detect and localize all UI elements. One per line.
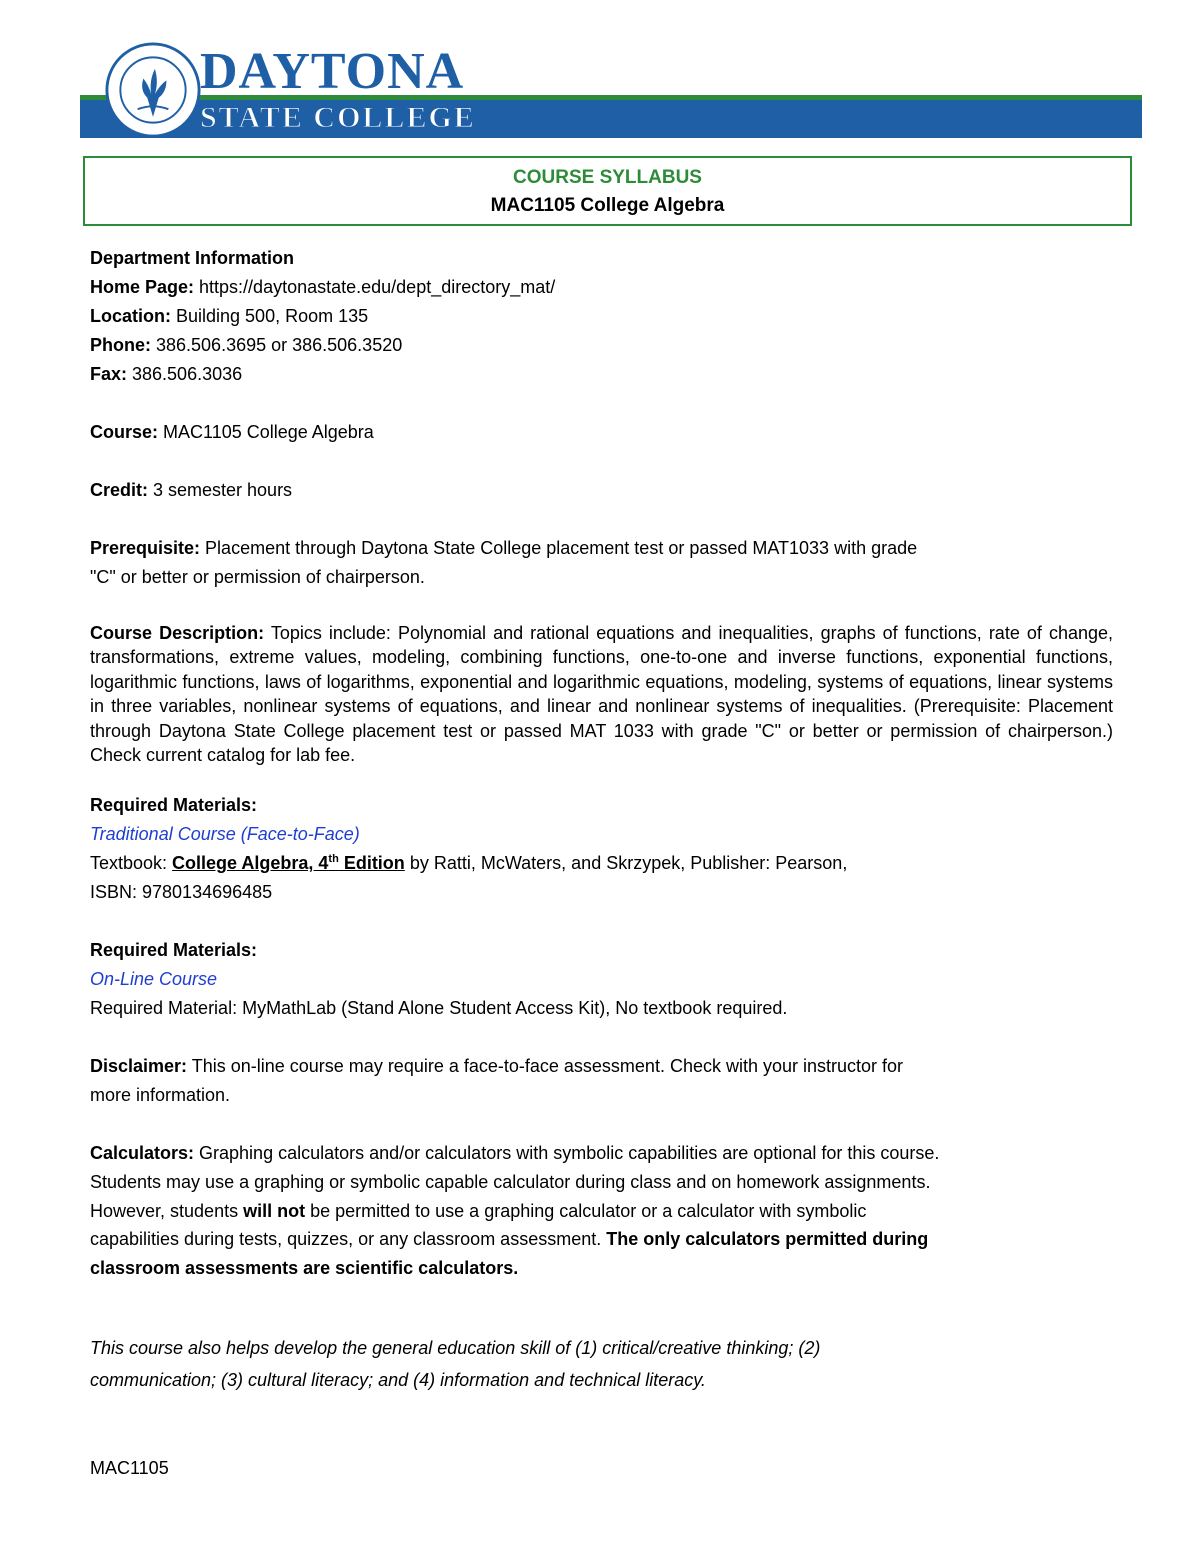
general-education-line-1: This course also helps develop the general education skill of (1) critical/creative thinking; (2): [90, 1338, 821, 1359]
calculators-text-2: Students may use a graphing or symbolic capable calculator during class and on homework assignments.: [90, 1172, 931, 1193]
home-page-url[interactable]: https://daytonastate.edu/dept_directory_mat/: [194, 277, 556, 297]
disclaimer-text-1: This on-line course may require a face-to-face assessment. Check with your instructor for: [187, 1056, 904, 1077]
general-education-line-2: communication; (3) cultural literacy; and (4) information and technical literacy.: [90, 1370, 706, 1391]
textbook-label: Textbook:: [90, 853, 173, 874]
calculators-text-4a: capabilities during tests, quizzes, or any classroom assessment.: [90, 1229, 607, 1250]
fax-line: [90, 360, 1113, 389]
course-line: [90, 418, 1113, 447]
prerequisite-label: Prerequisite:: [90, 538, 201, 558]
textbook-title-sup: th: [328, 853, 339, 866]
credit-line: [90, 476, 1113, 505]
college-seal-icon: [105, 42, 201, 138]
materials-online-text: Required Material: MyMathLab (Stand Alone Student Access Kit), No textbook required.: [90, 998, 788, 1019]
phone-label: Phone:: [90, 335, 151, 355]
phone-line: [90, 331, 1113, 360]
college-logo: [0, 0, 1200, 150]
course-label: Course:: [90, 422, 159, 442]
course-title: MAC1105 College Algebra: [490, 195, 725, 216]
phone-value: 386.506.3695 or 386.506.3520: [151, 335, 403, 355]
calculators-text-1: Graphing calculators and/or calculators with symbolic capabilities are optional for this course.: [194, 1143, 940, 1164]
syllabus-title-box: [83, 156, 1132, 226]
prerequisite-line: [90, 534, 1113, 563]
calculators-line-3: [90, 1197, 1113, 1226]
location-line: [90, 302, 1113, 331]
textbook-line: [90, 849, 1113, 878]
calculators-line-1: [90, 1139, 1113, 1168]
disclaimer-line: [90, 1052, 1113, 1081]
textbook-title: [172, 853, 405, 873]
calculators-text-3a: However, students: [90, 1200, 244, 1221]
syllabus-heading: COURSE SYLLABUS: [513, 167, 702, 188]
calculators-text-5-bold: classroom assessments are scientific calculators.: [90, 1257, 519, 1278]
textbook-authors: by Ratti, McWaters, and Skrzypek, Publisher: Pearson,: [404, 853, 848, 874]
textbook-edition: Edition: [338, 853, 405, 874]
home-page-line: [90, 273, 1113, 302]
logo-name-top: DAYTONA: [200, 43, 465, 100]
course-description-label: Course Description:: [90, 623, 265, 643]
textbook-isbn: ISBN: 9780134696485: [90, 882, 273, 903]
materials-traditional-heading: Required Materials:: [90, 795, 258, 816]
disclaimer-label: Disclaimer:: [90, 1056, 188, 1077]
page-footer: MAC1105: [90, 1458, 169, 1478]
home-page-label: Home Page:: [90, 277, 195, 297]
department-heading: Department Information: [90, 248, 295, 268]
logo-name-bottom: STATE COLLEGE: [200, 101, 476, 134]
fax-value: 386.506.3036: [127, 364, 243, 384]
materials-online-subheading: On-Line Course: [90, 969, 218, 990]
location-label: Location:: [90, 306, 171, 326]
course-description: [90, 621, 1113, 767]
calculators-text-3-bold: will not: [243, 1200, 306, 1221]
course-description-text: Topics include: Polynomial and rational equations and inequalities, graphs of functions, rate of change, transformations, extreme values, modeling, combining functions, one-to-one and inverse functions, exponential functions, logarithmic functions, laws of logarithms, exponential and logarithmic equations, modeling, systems of equations, linear systems in three variables, nonlinear systems of equations, and linear and nonlinear systems of inequalities. (Prerequisite: Placement through Daytona State College placement test or passed MAT 1033 with grade "C" or better or permission of chairperson.) Check current catalog for lab fee.: [90, 623, 1114, 766]
calculators-text-4-bold: The only calculators permitted during: [606, 1229, 929, 1250]
prerequisite-text-1: Placement through Daytona State College placement test or passed MAT1033 with grade: [200, 538, 918, 558]
fax-label: Fax:: [90, 364, 128, 384]
credit-label: Credit:: [90, 480, 148, 500]
syllabus-body: [90, 244, 1113, 1396]
calculators-line-4: [90, 1225, 1113, 1254]
location-value: Building 500, Room 135: [171, 306, 369, 326]
prerequisite-text-2: "C" or better or permission of chairperson.: [90, 567, 425, 587]
course-value: MAC1105 College Algebra: [158, 422, 374, 442]
materials-traditional-subheading: Traditional Course (Face-to-Face): [90, 824, 360, 845]
materials-online-heading: Required Materials:: [90, 940, 258, 961]
credit-value: 3 semester hours: [148, 480, 293, 500]
textbook-title-main: College Algebra, 4: [172, 853, 329, 874]
calculators-label: Calculators:: [90, 1143, 195, 1164]
calculators-text-3b: be permitted to use a graphing calculator or a calculator with symbolic: [305, 1200, 867, 1221]
disclaimer-text-2: more information.: [90, 1085, 231, 1106]
